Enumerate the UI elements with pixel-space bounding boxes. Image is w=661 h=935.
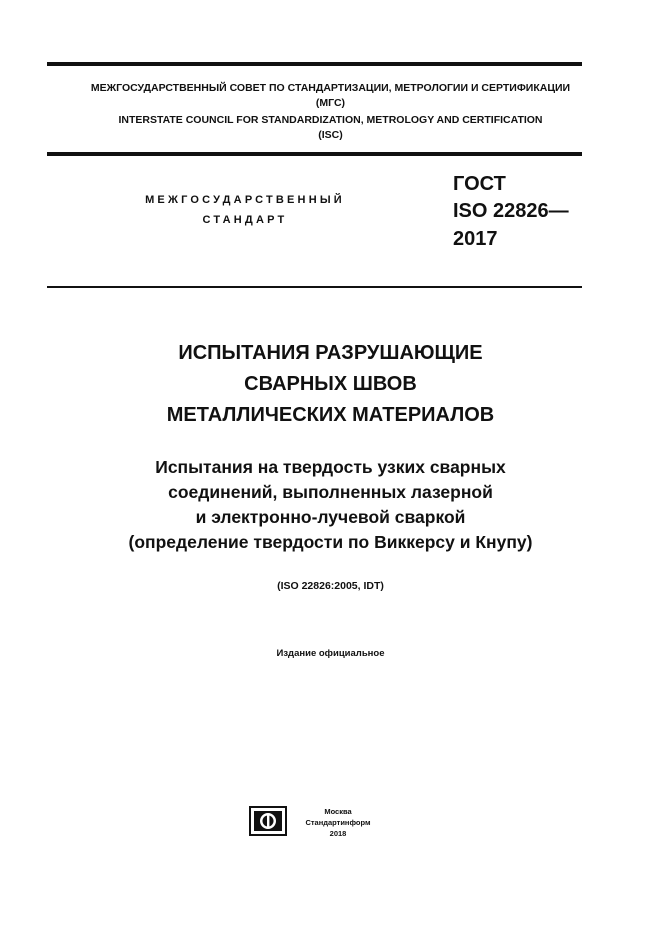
- standard-label-line1: МЕЖГОСУДАРСТВЕННЫЙ: [145, 194, 345, 206]
- council-en-abbr: (ISC): [318, 129, 343, 141]
- standard-code-line1: ГОСТ: [453, 173, 506, 195]
- council-en: INTERSTATE COUNCIL FOR STANDARDIZATION, METROLOGY AND CERTIFICATION: [118, 114, 543, 126]
- iso-identity: (ISO 22826:2005, IDT): [277, 580, 384, 592]
- mid-rule: [47, 286, 582, 288]
- title-line1: ИСПЫТАНИЯ РАЗРУШАЮЩИЕ: [178, 342, 483, 364]
- standard-code-line2: ISO 22826—: [453, 200, 569, 222]
- subtitle-line2: соединений, выполненных лазерной: [168, 482, 493, 502]
- subtitle-line1: Испытания на твердость узких сварных: [155, 457, 506, 477]
- edition-note: Издание официальное: [276, 648, 385, 659]
- publisher-logo-icon: [249, 806, 287, 836]
- publisher-year: 2018: [329, 829, 347, 838]
- council-ru: МЕЖГОСУДАРСТВЕННЫЙ СОВЕТ ПО СТАНДАРТИЗАЦИИ, МЕТРОЛОГИИ И СЕРТИФИКАЦИИ: [90, 82, 571, 94]
- top-rule: [47, 62, 582, 66]
- title-line2: СВАРНЫХ ШВОВ: [244, 373, 417, 395]
- header-rule: [47, 152, 582, 156]
- title-line3: МЕТАЛЛИЧЕСКИХ МАТЕРИАЛОВ: [166, 404, 495, 426]
- standard-code-line3: 2017: [453, 228, 498, 250]
- subtitle-line3: и электронно-лучевой сваркой: [195, 507, 466, 527]
- publisher-name: Стандартинформ: [305, 818, 371, 827]
- council-ru-abbr: (МГС): [315, 97, 346, 109]
- subtitle-line4: (определение твердости по Виккерсу и Кнупу): [128, 532, 533, 552]
- standard-label-line2: СТАНДАРТ: [202, 214, 288, 226]
- publisher-city: Москва: [324, 807, 352, 816]
